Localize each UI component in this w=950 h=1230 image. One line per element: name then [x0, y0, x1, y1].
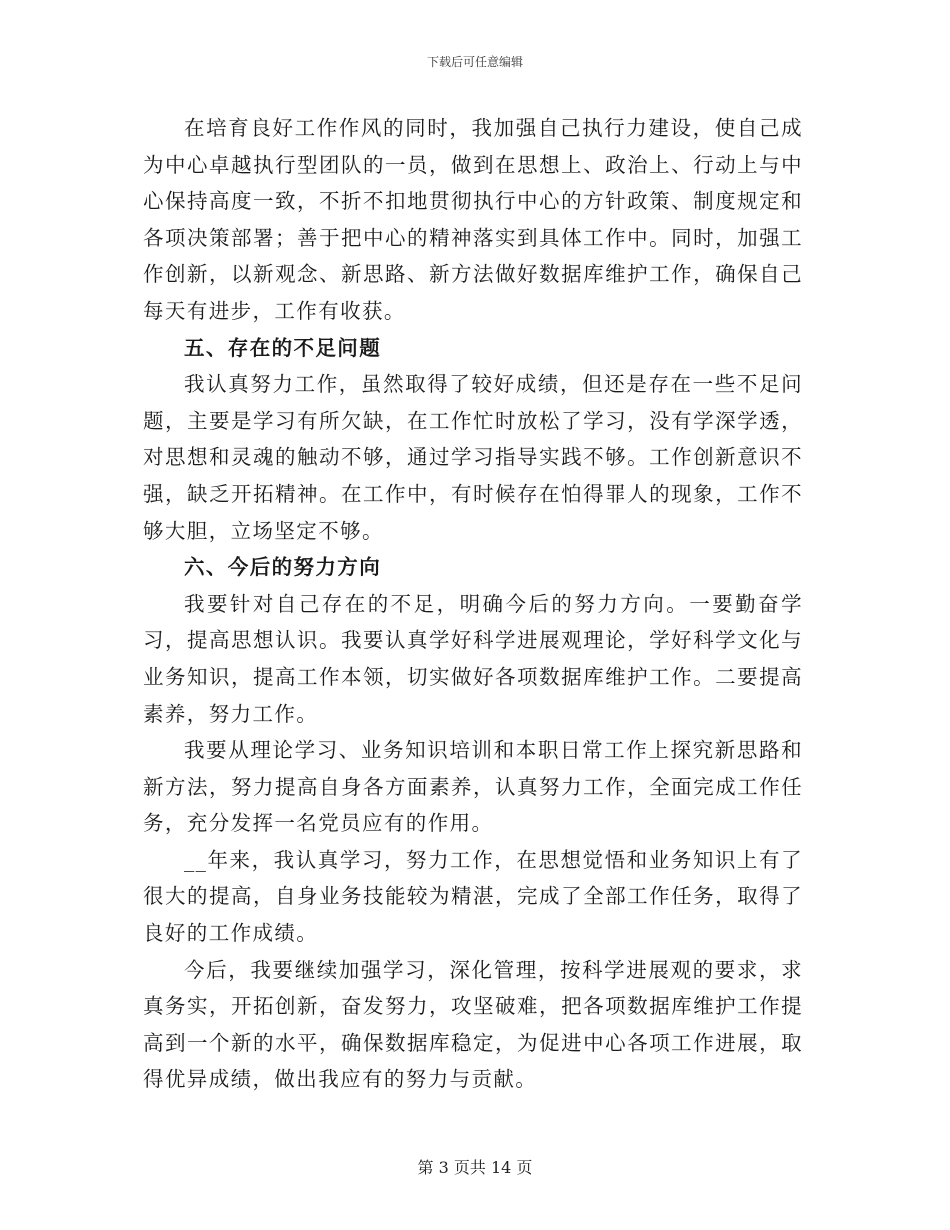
paragraph-shortcomings: 我认真努力工作，虽然取得了较好成绩，但还是存在一些不足问题，主要是学习有所欠缺，在工作忙时放松了学习，没有学深学透，对思想和灵魂的触动不够，通过学习指导实践不够。工作创新意识不强，缺乏开拓精神。在工作中，有时候存在怕得罪人的现象，工作不够大胆，立场坚定不够。 [143, 372, 803, 543]
paragraph-future-direction: 我要针对自己存在的不足，明确今后的努力方向。一要勤奋学习，提高思想认识。我要认真学好科学进展观理论，学好科学文化与业务知识，提高工作本领，切实做好各项数据库维护工作。二要提高素养，努力工作。 [143, 591, 803, 726]
document-body [143, 110, 803, 1098]
heading-shortcomings: 五、存在的不足问题 [184, 335, 382, 360]
paragraph-improve-quality: 我要从理论学习、业务知识培训和本职日常工作上探究新思路和新方法，努力提高自身各方面素养，认真努力工作，全面完成工作任务，充分发挥一名党员应有的作用。 [143, 738, 803, 836]
paragraph-execution: 在培育良好工作作风的同时，我加强自己执行力建设，使自己成为中心卓越执行型团队的一员，做到在思想上、政治上、行动上与中心保持高度一致，不折不扣地贯彻执行中心的方针政策、制度规定和各项决策部署；善于把中心的精神落实到具体工作中。同时，加强工作创新，以新观念、新思路、新方法做好数据库维护工作，确保自己每天有进步，工作有收获。 [143, 116, 803, 323]
page-header: 下载后可任意编辑 [426, 55, 523, 69]
paragraph-conclusion: 今后，我要继续加强学习，深化管理，按科学进展观的要求，求真务实，开拓创新，奋发努力，攻坚破难，把各项数据库维护工作提高到一个新的水平，确保数据库稳定，为促进中心各项工作进展，取得优异成绩，做出我应有的努力与贡献。 [143, 957, 803, 1092]
paragraph-year-summary: __年来，我认真学习，努力工作，在思想觉悟和业务知识上有了很大的提高，自身业务技能较为精湛，完成了全部工作任务，取得了良好的工作成绩。 [143, 847, 803, 946]
page-footer: 第 3 页共 14 页 [417, 1158, 533, 1177]
heading-future-direction: 六、今后的努力方向 [184, 555, 382, 580]
